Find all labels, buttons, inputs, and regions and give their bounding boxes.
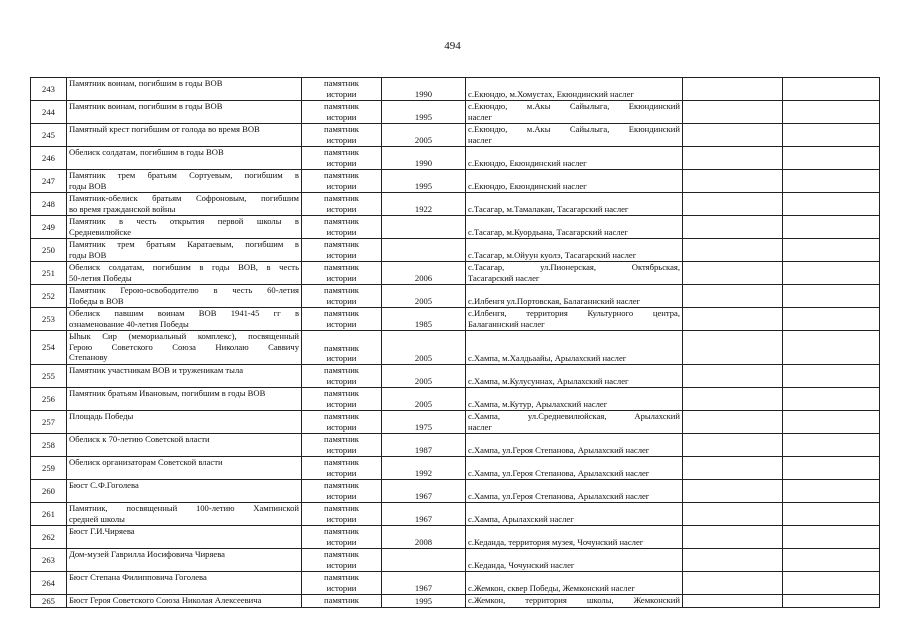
cell-empty bbox=[683, 572, 783, 595]
cell-year: 2005 bbox=[382, 124, 466, 147]
cell-name bbox=[67, 170, 302, 193]
cell-name bbox=[67, 193, 302, 216]
cell-type bbox=[302, 434, 382, 457]
location-line: с.Хампа, м.Кулусуннах, Арылахский наслег bbox=[468, 376, 629, 387]
type-line: истории bbox=[326, 513, 357, 524]
cell-number: 264 bbox=[31, 572, 67, 595]
cell-name bbox=[67, 147, 302, 170]
cell-location bbox=[466, 239, 683, 262]
cell-empty bbox=[683, 503, 783, 526]
name-line: Памятник воинам, погибшим в годы ВОВ bbox=[69, 101, 223, 111]
type-line: памятник bbox=[324, 365, 359, 375]
location-line: с.Екюндю, Екюндинский наслег bbox=[468, 181, 587, 192]
type-line: памятник bbox=[324, 411, 359, 421]
name-line: Памятник-обелиск братьям Софроновым, погибшим bbox=[69, 193, 299, 203]
cell-type bbox=[302, 170, 382, 193]
cell-name bbox=[67, 331, 302, 365]
type-line: истории bbox=[326, 88, 357, 99]
name-line: Памятный крест погибшим от голода во время ВОВ bbox=[69, 124, 260, 134]
cell-type bbox=[302, 365, 382, 388]
cell-year: 1967 bbox=[382, 572, 466, 595]
type-line: истории bbox=[326, 375, 357, 386]
cell-number: 257 bbox=[31, 411, 67, 434]
cell-location bbox=[466, 434, 683, 457]
cell-location bbox=[466, 193, 683, 216]
cell-empty bbox=[683, 331, 783, 365]
name-line: Памятник братьям Ивановым, погибшим в годы ВОВ bbox=[69, 388, 266, 398]
cell-name bbox=[67, 388, 302, 411]
name-line: Бюст Героя Советского Союза Николая Алексеевича bbox=[69, 595, 262, 605]
name-line: средней школы bbox=[69, 513, 125, 524]
cell-year: 2005 bbox=[382, 388, 466, 411]
name-line: годы ВОВ bbox=[69, 249, 107, 260]
cell-name bbox=[67, 308, 302, 331]
type-line: истории bbox=[326, 582, 357, 593]
cell-number: 262 bbox=[31, 526, 67, 549]
name-line: Памятник воинам, погибшим в годы ВОВ bbox=[69, 78, 223, 88]
cell-empty bbox=[783, 193, 880, 216]
table-row bbox=[31, 101, 880, 124]
type-line: истории bbox=[326, 134, 357, 145]
location-line: с.Жемкон, сквер Победы, Жемконский наслег bbox=[468, 583, 635, 594]
cell-empty bbox=[783, 457, 880, 480]
cell-empty bbox=[683, 216, 783, 239]
name-line: Памятник Герою-освободителю в честь 60-летия bbox=[69, 285, 299, 295]
cell-name bbox=[67, 457, 302, 480]
location-line: с.Кеданда, территория музея, Чочунский наслег bbox=[468, 537, 644, 548]
cell-type bbox=[302, 411, 382, 434]
type-line: памятник bbox=[324, 308, 359, 318]
cell-number: 259 bbox=[31, 457, 67, 480]
cell-number: 254 bbox=[31, 331, 67, 365]
cell-empty bbox=[783, 170, 880, 193]
type-line: памятник bbox=[324, 147, 359, 157]
type-line: памятник bbox=[324, 170, 359, 180]
location-line: наслег bbox=[468, 421, 492, 432]
type-line: памятник bbox=[324, 549, 359, 559]
table-row bbox=[31, 526, 880, 549]
cell-type bbox=[302, 457, 382, 480]
cell-empty bbox=[683, 124, 783, 147]
type-line: памятник bbox=[324, 78, 359, 88]
cell-year: 1992 bbox=[382, 457, 466, 480]
cell-number: 250 bbox=[31, 239, 67, 262]
type-line: истории bbox=[326, 444, 357, 455]
cell-empty bbox=[683, 101, 783, 124]
table-row bbox=[31, 124, 880, 147]
table-row bbox=[31, 78, 880, 101]
cell-empty bbox=[683, 457, 783, 480]
cell-empty bbox=[783, 595, 880, 608]
name-line: годы ВОВ bbox=[69, 180, 107, 191]
cell-location bbox=[466, 526, 683, 549]
cell-location bbox=[466, 78, 683, 101]
cell-empty bbox=[783, 239, 880, 262]
cell-number: 245 bbox=[31, 124, 67, 147]
cell-empty bbox=[783, 216, 880, 239]
cell-empty bbox=[783, 331, 880, 365]
cell-empty bbox=[783, 308, 880, 331]
location-line: с.Илбенгя ул.Портовская, Балаганнский наслег bbox=[468, 296, 641, 307]
cell-type bbox=[302, 78, 382, 101]
name-line: Средневилюйске bbox=[69, 226, 132, 237]
type-line: памятник bbox=[324, 434, 359, 444]
cell-type bbox=[302, 388, 382, 411]
cell-number: 253 bbox=[31, 308, 67, 331]
cell-year bbox=[382, 549, 466, 572]
table-row bbox=[31, 549, 880, 572]
type-line: истории bbox=[326, 203, 357, 214]
type-line: истории bbox=[326, 272, 357, 283]
cell-type bbox=[302, 124, 382, 147]
type-line: истории bbox=[326, 398, 357, 409]
cell-empty bbox=[683, 595, 783, 608]
cell-year: 1990 bbox=[382, 147, 466, 170]
table-row bbox=[31, 216, 880, 239]
name-line: Памятник, посвященный 100-летию Хампинской bbox=[69, 503, 299, 513]
cell-location bbox=[466, 170, 683, 193]
location-line: наслег bbox=[468, 111, 492, 122]
name-line: Ыһык Сир (мемориальный комплекс), посвященный bbox=[69, 331, 299, 341]
cell-number: 263 bbox=[31, 549, 67, 572]
cell-empty bbox=[683, 78, 783, 101]
cell-name bbox=[67, 526, 302, 549]
cell-location bbox=[466, 124, 683, 147]
type-line: памятник bbox=[324, 239, 359, 249]
type-line: истории bbox=[326, 467, 357, 478]
cell-number: 251 bbox=[31, 262, 67, 285]
cell-location bbox=[466, 503, 683, 526]
cell-type bbox=[302, 216, 382, 239]
table-row bbox=[31, 411, 880, 434]
cell-empty bbox=[783, 388, 880, 411]
cell-type bbox=[302, 331, 382, 365]
cell-type bbox=[302, 101, 382, 124]
cell-empty bbox=[783, 572, 880, 595]
cell-empty bbox=[783, 147, 880, 170]
cell-year: 1967 bbox=[382, 503, 466, 526]
type-line: памятник bbox=[324, 193, 359, 203]
type-line: памятник bbox=[324, 388, 359, 398]
table-row bbox=[31, 147, 880, 170]
cell-empty bbox=[683, 262, 783, 285]
name-line: Дом-музей Гаврилла Иосифовича Чиряева bbox=[69, 549, 225, 559]
cell-year bbox=[382, 239, 466, 262]
table-row bbox=[31, 388, 880, 411]
cell-number: 265 bbox=[31, 595, 67, 608]
cell-empty bbox=[783, 78, 880, 101]
location-line: с.Хампа, ул.Средневилюйская, Арылахский bbox=[468, 411, 680, 421]
type-line: памятник bbox=[324, 595, 359, 605]
cell-number: 248 bbox=[31, 193, 67, 216]
cell-location bbox=[466, 457, 683, 480]
type-line: памятник bbox=[324, 572, 359, 582]
location-line: наслег bbox=[468, 134, 492, 145]
cell-number: 243 bbox=[31, 78, 67, 101]
type-line: истории bbox=[326, 157, 357, 168]
cell-year: 1995 bbox=[382, 595, 466, 608]
type-line: истории bbox=[326, 559, 357, 570]
page-number: 494 bbox=[444, 40, 461, 52]
cell-name bbox=[67, 572, 302, 595]
cell-type bbox=[302, 285, 382, 308]
cell-year: 1990 bbox=[382, 78, 466, 101]
cell-location bbox=[466, 147, 683, 170]
cell-type bbox=[302, 480, 382, 503]
cell-name bbox=[67, 285, 302, 308]
cell-type bbox=[302, 526, 382, 549]
name-line: 50-летия Победы bbox=[69, 272, 132, 283]
cell-empty bbox=[683, 434, 783, 457]
name-line: Памятник трем братьям Сортуевым, погибшим в bbox=[69, 170, 299, 180]
cell-name bbox=[67, 262, 302, 285]
table-row bbox=[31, 331, 880, 365]
type-line: памятник bbox=[324, 342, 359, 353]
cell-number: 255 bbox=[31, 365, 67, 388]
cell-type bbox=[302, 239, 382, 262]
table-row bbox=[31, 457, 880, 480]
location-line: с.Тасагар, ул.Пионерская, Октябрьская, bbox=[468, 262, 680, 272]
location-line: с.Жемкон, территория школы, Жемконский bbox=[468, 595, 680, 605]
table-row bbox=[31, 193, 880, 216]
table-row bbox=[31, 239, 880, 262]
cell-name bbox=[67, 480, 302, 503]
name-line: Обелиск солдатам, погибшим в годы ВОВ bbox=[69, 147, 224, 157]
type-line: памятник bbox=[324, 457, 359, 467]
type-line: памятник bbox=[324, 285, 359, 295]
location-line: с.Хампа, ул.Героя Степанова, Арылахский наслег bbox=[468, 491, 650, 502]
cell-location bbox=[466, 388, 683, 411]
cell-name bbox=[67, 503, 302, 526]
table-row bbox=[31, 170, 880, 193]
cell-number: 244 bbox=[31, 101, 67, 124]
cell-location bbox=[466, 549, 683, 572]
cell-year: 2008 bbox=[382, 526, 466, 549]
cell-empty bbox=[683, 285, 783, 308]
cell-number: 261 bbox=[31, 503, 67, 526]
name-line: Площадь Победы bbox=[69, 411, 134, 421]
cell-empty bbox=[783, 411, 880, 434]
cell-empty bbox=[683, 147, 783, 170]
type-line: истории bbox=[326, 536, 357, 547]
table-body bbox=[31, 78, 880, 608]
name-line: Обелиск павшим воинам ВОВ 1941-45 гг в bbox=[69, 308, 299, 318]
location-line: с.Хампа, Арылахский наслег bbox=[468, 514, 574, 525]
location-line: с.Кеданда, Чочунский наслег bbox=[468, 560, 575, 571]
name-line: Бюст Степана Филипповича Гоголева bbox=[69, 572, 207, 582]
location-line: с.Екюндю, м.Акы Сайылыга, Екюндинский bbox=[468, 101, 680, 111]
cell-year: 1987 bbox=[382, 434, 466, 457]
table-row bbox=[31, 285, 880, 308]
cell-empty bbox=[683, 365, 783, 388]
cell-empty bbox=[783, 262, 880, 285]
name-line: Герою Советского Союза Николаю Саввичу bbox=[69, 341, 299, 352]
location-line: с.Екюндю, м.Хомустах, Екюндинский наслег bbox=[468, 89, 634, 100]
cell-empty bbox=[783, 285, 880, 308]
cell-year: 1975 bbox=[382, 411, 466, 434]
cell-type bbox=[302, 262, 382, 285]
cell-location bbox=[466, 595, 683, 608]
name-line: Бюст Г.И.Чиряева bbox=[69, 526, 135, 536]
type-line: памятник bbox=[324, 101, 359, 111]
cell-location bbox=[466, 101, 683, 124]
location-line: Балаганнский наслег bbox=[468, 318, 545, 329]
type-line: памятник bbox=[324, 124, 359, 134]
location-line: с.Екюндю, Екюндинский наслег bbox=[468, 158, 587, 169]
location-line: с.Екюндю, м.Акы Сайылыга, Екюндинский bbox=[468, 124, 680, 134]
cell-location bbox=[466, 262, 683, 285]
type-line: истории bbox=[326, 249, 357, 260]
monuments-table bbox=[30, 77, 880, 608]
cell-year: 2005 bbox=[382, 331, 466, 365]
name-line: Обелиск организаторам Советской власти bbox=[69, 457, 223, 467]
type-line: памятник bbox=[324, 480, 359, 490]
name-line: Победы в ВОВ bbox=[69, 295, 124, 306]
name-line: Обелиск к 70-летию Советской власти bbox=[69, 434, 210, 444]
type-line: истории bbox=[326, 421, 357, 432]
cell-year: 1995 bbox=[382, 170, 466, 193]
name-line: во время гражданской войны bbox=[69, 203, 176, 214]
cell-type bbox=[302, 147, 382, 170]
location-line: с.Тасагар, м.Ойуун куолэ, Тасагарский наслег bbox=[468, 250, 637, 261]
cell-location bbox=[466, 285, 683, 308]
table-row bbox=[31, 365, 880, 388]
cell-type bbox=[302, 572, 382, 595]
cell-type bbox=[302, 308, 382, 331]
cell-year: 2006 bbox=[382, 262, 466, 285]
cell-name bbox=[67, 549, 302, 572]
cell-name bbox=[67, 434, 302, 457]
cell-empty bbox=[783, 434, 880, 457]
cell-name bbox=[67, 411, 302, 434]
cell-empty bbox=[683, 388, 783, 411]
cell-type bbox=[302, 595, 382, 608]
cell-location bbox=[466, 572, 683, 595]
table-row bbox=[31, 595, 880, 608]
cell-type bbox=[302, 193, 382, 216]
type-line: истории bbox=[326, 111, 357, 122]
cell-name bbox=[67, 595, 302, 608]
cell-year: 1922 bbox=[382, 193, 466, 216]
cell-empty bbox=[783, 480, 880, 503]
cell-number: 260 bbox=[31, 480, 67, 503]
type-line: памятник bbox=[324, 503, 359, 513]
cell-number: 252 bbox=[31, 285, 67, 308]
type-line: памятник bbox=[324, 216, 359, 226]
cell-empty bbox=[683, 170, 783, 193]
cell-empty bbox=[783, 526, 880, 549]
location-line: с.Хампа, ул.Героя Степанова, Арылахский наслег bbox=[468, 445, 650, 456]
location-line: с.Тасагар, м.Тамалакан, Тасагарский наслег bbox=[468, 204, 629, 215]
name-line: Памятник трем братьям Каратаевым, погибшим в bbox=[69, 239, 299, 249]
location-line: Тасагарский наслег bbox=[468, 272, 540, 283]
name-line: Бюст С.Ф.Гоголева bbox=[69, 480, 139, 490]
cell-year: 2005 bbox=[382, 365, 466, 388]
table-row bbox=[31, 503, 880, 526]
cell-empty bbox=[683, 193, 783, 216]
cell-empty bbox=[783, 124, 880, 147]
name-line: ознаменование 40-летия Победы bbox=[69, 318, 189, 329]
type-line: памятник bbox=[324, 262, 359, 272]
cell-location bbox=[466, 365, 683, 388]
table-row bbox=[31, 308, 880, 331]
name-line: Памятник в честь открытия первой школы в bbox=[69, 216, 299, 226]
cell-empty bbox=[783, 549, 880, 572]
cell-empty bbox=[683, 411, 783, 434]
type-line: истории bbox=[326, 318, 357, 329]
cell-number: 256 bbox=[31, 388, 67, 411]
type-line: истории bbox=[326, 180, 357, 191]
cell-location bbox=[466, 480, 683, 503]
cell-location bbox=[466, 331, 683, 365]
cell-empty bbox=[683, 526, 783, 549]
cell-number: 246 bbox=[31, 147, 67, 170]
table-row bbox=[31, 434, 880, 457]
table-row bbox=[31, 262, 880, 285]
cell-type bbox=[302, 503, 382, 526]
cell-year: 1985 bbox=[382, 308, 466, 331]
type-line: истории bbox=[326, 490, 357, 501]
location-line: с.Илбенгя, территория Культурного центра, bbox=[468, 308, 680, 318]
cell-empty bbox=[683, 308, 783, 331]
cell-name bbox=[67, 101, 302, 124]
cell-name bbox=[67, 124, 302, 147]
location-line: с.Тасагар, м.Куордьана, Тасагарский наслег bbox=[468, 227, 628, 238]
cell-location bbox=[466, 308, 683, 331]
cell-type bbox=[302, 549, 382, 572]
cell-number: 258 bbox=[31, 434, 67, 457]
name-line: Обелиск солдатам, погибшим в годы ВОВ, в честь bbox=[69, 262, 299, 272]
cell-number: 247 bbox=[31, 170, 67, 193]
name-line: Памятник участникам ВОВ и труженикам тыла bbox=[69, 365, 244, 375]
cell-empty bbox=[683, 480, 783, 503]
cell-name bbox=[67, 216, 302, 239]
table-row bbox=[31, 572, 880, 595]
location-line: с.Хампа, ул.Героя Степанова, Арылахский наслег bbox=[468, 468, 650, 479]
cell-location bbox=[466, 216, 683, 239]
cell-name bbox=[67, 78, 302, 101]
type-line: истории bbox=[326, 353, 357, 364]
cell-name bbox=[67, 239, 302, 262]
type-line: истории bbox=[326, 226, 357, 237]
cell-location bbox=[466, 411, 683, 434]
name-line: Степанову bbox=[69, 352, 108, 363]
cell-year: 2005 bbox=[382, 285, 466, 308]
table-row bbox=[31, 480, 880, 503]
cell-year: 1967 bbox=[382, 480, 466, 503]
type-line: памятник bbox=[324, 526, 359, 536]
cell-empty bbox=[683, 239, 783, 262]
cell-year: 1995 bbox=[382, 101, 466, 124]
cell-number: 249 bbox=[31, 216, 67, 239]
cell-empty bbox=[783, 101, 880, 124]
cell-empty bbox=[683, 549, 783, 572]
cell-empty bbox=[783, 503, 880, 526]
cell-year bbox=[382, 216, 466, 239]
type-line: истории bbox=[326, 295, 357, 306]
cell-name bbox=[67, 365, 302, 388]
location-line: с.Хампа, м.Халдьаайы, Арылахский наслег bbox=[468, 353, 627, 364]
location-line: с.Хампа, м.Кутур, Арылахский наслег bbox=[468, 399, 608, 410]
cell-empty bbox=[783, 365, 880, 388]
